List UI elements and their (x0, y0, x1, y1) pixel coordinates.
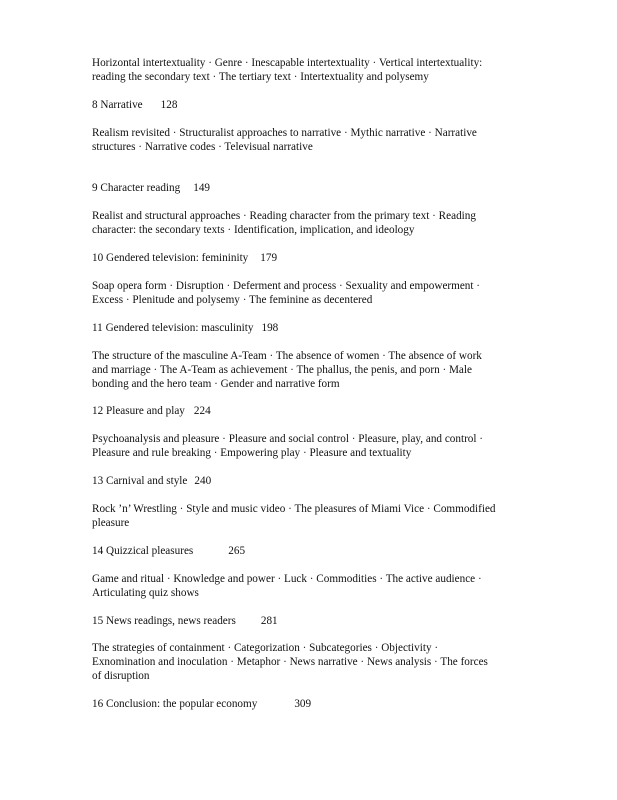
entry-description-line: Exnomination and inoculation · Metaphor · News narrative · News analysis · The forces (92, 656, 488, 668)
entry-description-line: Soap opera form · Disruption · Deferment and process · Sexuality and empowerment · (92, 280, 481, 292)
chapter-page-number: 309 (294, 698, 312, 710)
chapter-title: 8 Narrative (92, 99, 143, 111)
chapter-title: 16 Conclusion: the popular economy (92, 698, 258, 710)
chapter-page-number: 128 (160, 99, 178, 111)
chapter-heading-12 (92, 404, 211, 418)
entry-description-line: Psychoanalysis and pleasure · Pleasure and social control · Pleasure, play, and control · (92, 433, 484, 445)
chapter-heading-16 (92, 697, 311, 711)
entry-description-line: pleasure (92, 517, 130, 529)
chapter-heading-14 (92, 544, 245, 558)
chapter-title: 14 Quizzical pleasures (92, 545, 194, 557)
chapter-page-number: 240 (194, 475, 212, 487)
chapter-heading-9 (92, 181, 210, 195)
chapter-page-number: 265 (228, 545, 246, 557)
entry-description-line: of disruption (92, 670, 150, 682)
entry-description-line: Game and ritual · Knowledge and power · Luck · Commodities · The active audience · (92, 573, 482, 585)
chapter-page-number: 224 (193, 405, 211, 417)
chapter-title: 12 Pleasure and play (92, 405, 185, 417)
chapter-page-number: 179 (260, 252, 278, 264)
chapter-heading-13 (92, 474, 211, 488)
entry-description-line: The structure of the masculine A-Team · The absence of women · The absence of work (92, 350, 482, 362)
entry-description-line: Realist and structural approaches · Reading character from the primary text · Reading (92, 210, 476, 222)
chapter-page-number: 198 (261, 322, 279, 334)
entry-description-line: and marriage · The A-Team as achievement · The phallus, the penis, and porn · Male (92, 364, 472, 376)
entry-description-line: Pleasure and rule breaking · Empowering play · Pleasure and textuality (92, 447, 412, 459)
chapter-title: 13 Carnival and style (92, 475, 188, 487)
entry-description-line: Rock ’n’ Wrestling · Style and music video · The pleasures of Miami Vice · Commodified (92, 503, 496, 515)
chapter-title: 9 Character reading (92, 182, 181, 194)
chapter-heading-8 (92, 98, 177, 112)
entry-description-line: Articulating quiz shows (92, 587, 199, 599)
entry-description-line: reading the secondary text · The tertiary text · Intertextuality and polysemy (92, 71, 429, 83)
chapter-heading-10 (92, 251, 277, 265)
chapter-heading-11 (92, 321, 278, 335)
chapter-title: 10 Gendered television: femininity (92, 252, 249, 264)
chapter-title: 15 News readings, news readers (92, 615, 236, 627)
entry-description-line: structures · Narrative codes · Televisual narrative (92, 141, 313, 153)
entry-description-line: character: the secondary texts · Identification, implication, and ideology (92, 224, 415, 236)
chapter-heading-15 (92, 614, 278, 628)
chapter-page-number: 281 (260, 615, 278, 627)
chapter-page-number: 149 (193, 182, 210, 194)
entry-description-line: bonding and the hero team · Gender and narrative form (92, 378, 340, 390)
entry-description-line: The strategies of containment · Categorization · Subcategories · Objectivity · (92, 642, 439, 654)
entry-description-line: Horizontal intertextuality · Genre · Inescapable intertextuality · Vertical intertextuality: (92, 57, 483, 69)
chapter-title: 11 Gendered television: masculinity (92, 322, 254, 334)
entry-description-line: Realism revisited · Structuralist approaches to narrative · Mythic narrative · Narrative (92, 127, 477, 139)
entry-description-line: Excess · Plenitude and polysemy · The feminine as decentered (92, 294, 373, 306)
